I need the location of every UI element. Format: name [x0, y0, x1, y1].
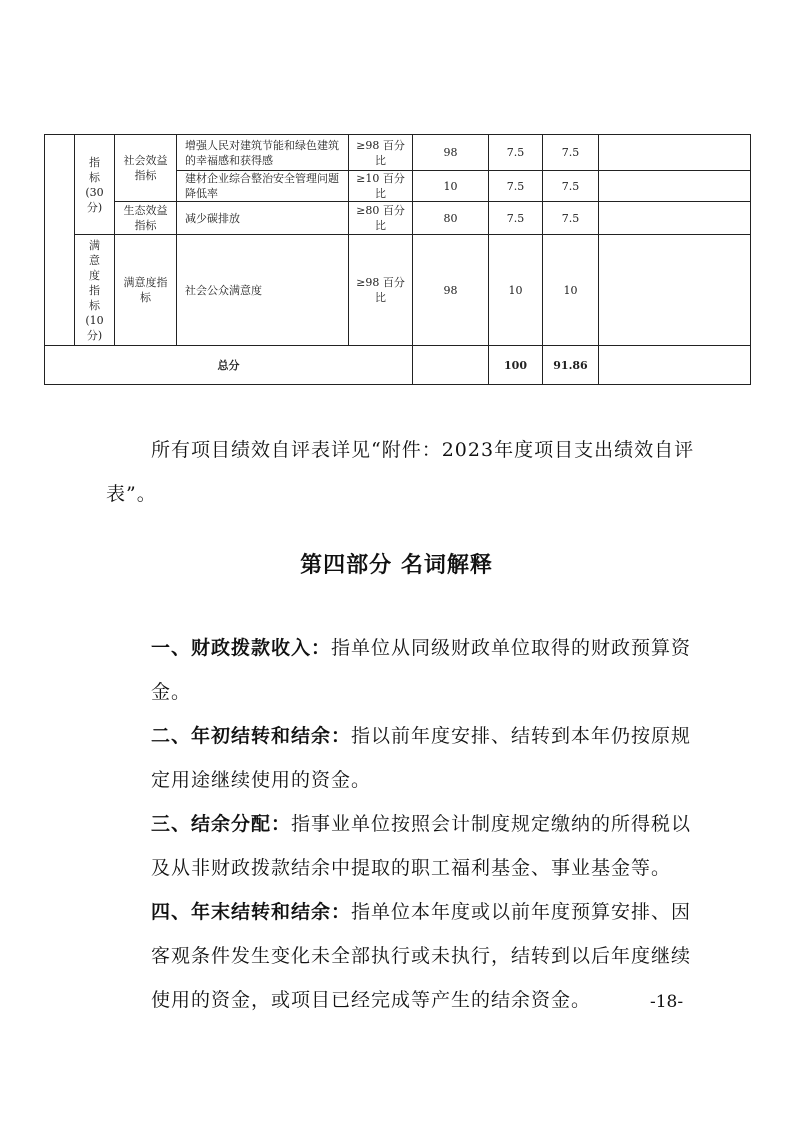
attachment-note [106, 428, 706, 516]
weight-cell: 7.5 [489, 202, 543, 235]
target-cell: ≥98 百分 比 [349, 135, 413, 171]
category-cell: 满 意 度 指 标 (10 分) [75, 235, 115, 346]
total-note-cell [599, 346, 751, 385]
actual-cell: 10 [413, 171, 489, 202]
total-row [45, 346, 751, 385]
table-row [45, 202, 751, 235]
note-cell [599, 171, 751, 202]
target-cell: ≥10 百分 比 [349, 171, 413, 202]
performance-table [44, 134, 751, 385]
subcategory-cell: 满意度指 标 [115, 235, 177, 346]
page-number: -18- [650, 992, 684, 1012]
indicator-cell: 社会公众满意度 [177, 235, 349, 346]
weight-cell: 10 [489, 235, 543, 346]
term-heading: 二、年初结转和结余： [151, 725, 352, 747]
indicator-cell: 建材企业综合整治安全管理问题降低率 [177, 171, 349, 202]
subcategory-cell: 社会效益 指标 [115, 135, 177, 202]
total-score-cell: 91.86 [543, 346, 599, 385]
target-cell: ≥98 百分 比 [349, 235, 413, 346]
term-body: 指单位本年度或以前年度预算安排、因客观条件发生变化未全部执行或未执行，结转到以后年度继续使用的资金，或项目已经完成等产生的结余资金。 [151, 901, 692, 1011]
term-heading: 四、年末结转和结余： [151, 901, 352, 923]
actual-cell: 98 [413, 235, 489, 346]
attachment-note-text: 所有项目绩效自评表详见“附件：2023年度项目支出绩效自评表”。 [106, 439, 695, 505]
actual-cell: 98 [413, 135, 489, 171]
table-row [45, 235, 751, 346]
term-item [106, 802, 706, 890]
weight-cell: 7.5 [489, 135, 543, 171]
total-actual-cell [413, 346, 489, 385]
table-row [45, 135, 751, 171]
section-title: 第四部分 名词解释 [300, 552, 493, 578]
actual-cell: 80 [413, 202, 489, 235]
note-cell [599, 135, 751, 171]
score-cell: 10 [543, 235, 599, 346]
category-cell: 指 标 (30 分) [75, 135, 115, 235]
term-body: 指事业单位按照会计制度规定缴纳的所得税以及从非财政拨款结余中提取的职工福利基金、事业基金等。 [151, 813, 692, 879]
term-item [106, 626, 706, 714]
score-cell: 7.5 [543, 171, 599, 202]
score-cell: 7.5 [543, 135, 599, 171]
weight-cell: 7.5 [489, 171, 543, 202]
score-cell: 7.5 [543, 202, 599, 235]
total-weight-cell: 100 [489, 346, 543, 385]
term-item [106, 890, 706, 1022]
indicator-cell: 减少碳排放 [177, 202, 349, 235]
term-body: 指以前年度安排、结转到本年仍按原规定用途继续使用的资金。 [151, 725, 692, 791]
target-cell: ≥80 百分 比 [349, 202, 413, 235]
term-heading: 一、财政拨款收入： [151, 637, 332, 659]
note-cell [599, 235, 751, 346]
subcategory-cell: 生态效益 指标 [115, 202, 177, 235]
blank-cell [45, 135, 75, 346]
indicator-cell: 增强人民对建筑节能和绿色建筑的幸福感和获得感 [177, 135, 349, 171]
term-heading: 三、结余分配： [151, 813, 292, 835]
term-body: 指单位从同级财政单位取得的财政预算资金。 [151, 637, 692, 703]
note-cell [599, 202, 751, 235]
total-label: 总分 [45, 346, 413, 385]
term-item [106, 714, 706, 802]
